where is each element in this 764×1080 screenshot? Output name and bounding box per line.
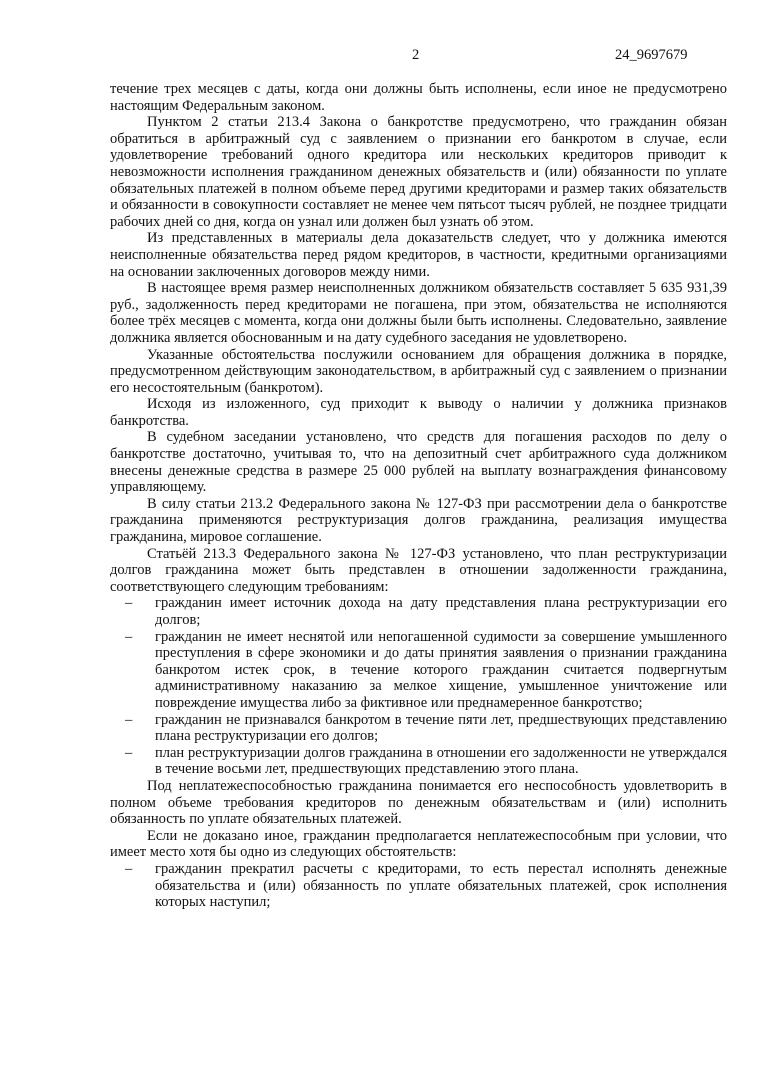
paragraph: Указанные обстоятельства послужили основанием для обращения должника в порядке, предусмотренном действующим законодательством, в арбитражный суд с заявлением о признании его несостоятельным (банкротом). [110,346,727,396]
list-item [110,745,727,778]
paragraph: В силу статьи 213.2 Федерального закона № 127-ФЗ при рассмотрении дела о банкротстве гражданина применяются реструктуризация долгов гражданина, реализация имущества гражданина, мировое соглашение. [110,495,727,546]
paragraph: Если не доказано иное, гражданин предполагается неплатежеспособным при условии, что имеет место хотя бы одно из следующих обстоятельств: [110,827,727,861]
list-item [110,712,727,745]
requirements-list [110,595,727,778]
paragraph: Под неплатежеспособностью гражданина понимается его неспособность удовлетворить в полном объеме требования кредиторов по денежным обязательствам и (или) исполнить обязанность по уплате обязательных платежей. [110,777,727,828]
paragraph: В настоящее время размер неисполненных должником обязательств составляет 5 635 931,39 руб., задолженность перед кредиторами не погашена, при этом, обязательства не исполняются более трёх месяцев с момента, когда они должны были быть исполнены. Следовательно, заявление должника является обоснованным и на дату судебного заседания не удовлетворено. [110,280,727,346]
circumstances-list [110,861,727,911]
list-dash: – [125,711,133,728]
document-body [110,81,727,911]
list-item-text: гражданин не имеет неснятой или непогашенной судимости за совершение умышленного преступления в сфере экономики и до даты принятия заявления о признании гражданина банкротом истек срок, в течение которого гражданин считается подвергнутым административному наказанию за мелкое хищение, умышленное уничтожение или повреждение имущества либо за фиктивное или преднамеренное банкротство; [155,628,727,711]
list-dash: – [125,744,133,761]
paragraph: Статьёй 213.3 Федерального закона № 127-ФЗ установлено, что план реструктуризации долгов гражданина может быть представлен в отношении задолженности гражданина, соответствующего следующим требованиям: [110,545,727,595]
paragraph: течение трех месяцев с даты, когда они должны быть исполнены, если иное не предусмотрено настоящим Федеральным законом. [110,81,727,114]
list-item-text: гражданин прекратил расчеты с кредиторами, то есть перестал исполнять денежные обязательства и (или) обязанность по уплате обязательных платежей, срок исполнения которых наступил; [155,860,727,911]
list-dash: – [125,595,133,612]
list-item [110,595,727,628]
paragraph: Из представленных в материалы дела доказательств следует, что у должника имеются неисполненные обязательства перед рядом кредиторов, в частности, кредитными организациями на основании заключенных договоров между ними. [110,230,727,280]
document-number: 24_9697679 [615,47,688,63]
paragraph: Исходя из изложенного, суд приходит к выводу о наличии у должника признаков банкротства. [110,396,727,429]
list-item-text: план реструктуризации долгов гражданина в отношении его задолженности не утверждался в течение восьми лет, предшествующих представлению этого плана. [155,744,727,778]
paragraph: Пунктом 2 статьи 213.4 Закона о банкротстве предусмотрено, что гражданин обязан обратиться в арбитражный суд с заявлением о признании его банкротом в случае, если удовлетворение требований одного кредитора или нескольких кредиторов приводит к невозможности исполнения гражданином денежных обязательств и (или) обязанности по уплате обязательных платежей в полном объеме перед другими кредиторами и размер таких обязательств и обязанности в совокупности составляет не менее чем пятьсот тысяч рублей, не позднее тридцати рабочих дней со дня, когда он узнал или должен был узнать об этом. [110,114,727,230]
list-item [110,629,727,712]
list-dash: – [125,860,133,877]
list-dash: – [125,628,133,645]
paragraph: В судебном заседании установлено, что средств для погашения расходов по делу о банкротстве достаточно, учитывая то, что на депозитный счет арбитражного суда должником внесены денежные средства в размере 25 000 рублей на выплату вознаграждения финансовому управляющему. [110,429,727,496]
list-item-text: гражданин не признавался банкротом в течение пяти лет, предшествующих представлению плана реструктуризации его долгов; [155,711,727,745]
list-item [110,861,727,911]
page-number: 2 [412,47,420,63]
list-item-text: гражданин имеет источник дохода на дату представления плана реструктуризации его долгов; [155,595,727,628]
